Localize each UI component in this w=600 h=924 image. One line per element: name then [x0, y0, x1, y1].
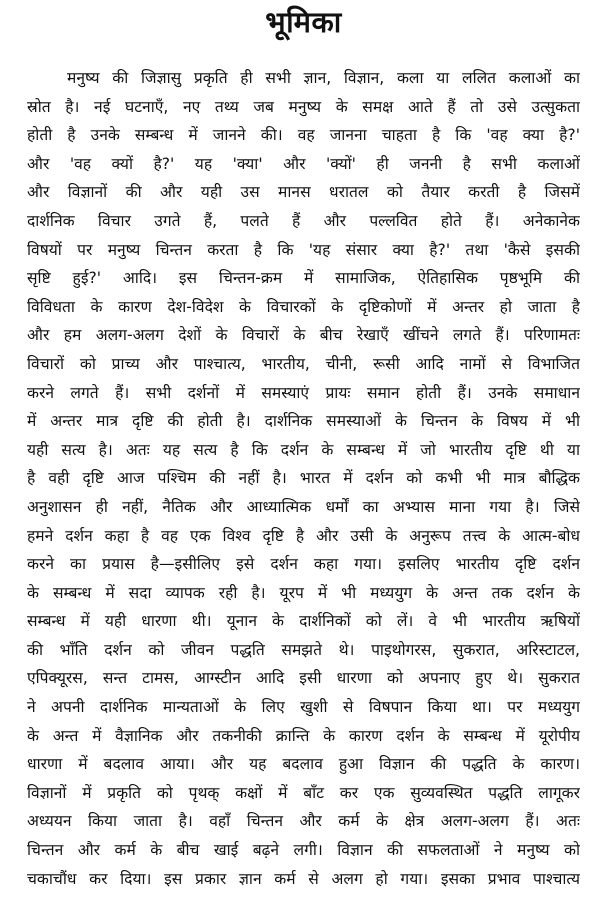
text-line: में अन्तर मात्र दृष्टि की होती है। दार्शनिक समस्याओं के चिन्तन के विषय में भी — [27, 412, 580, 431]
text-line: और विज्ञानों की और यही उस मानस धरातल को तैयार करती है जिसमें — [27, 183, 580, 202]
text-line: विज्ञानों में प्रकृति को पृथक् कक्षों में बाँट कर एक सुव्यवस्थित पद्धति लागूकर — [27, 783, 580, 802]
text-line: विषयों पर मनुष्य चिन्तन करता है कि 'यह संसार क्या है?' तथा 'कैसे इसकी — [27, 240, 580, 259]
page-title: भूमिका — [265, 5, 342, 39]
text-line: और 'वह क्यों है?' यह 'क्या' और 'क्यों' ही जननी है सभी कलाओं — [27, 154, 580, 173]
text-line: है वही दृष्टि आज पश्चिम की नहीं है। भारत में दर्शन को कभी भी मात्र बौद्धिक — [27, 469, 580, 488]
text-line: चकाचौंध कर दिया। इस प्रकार ज्ञान कर्म से अलग हो गया। इसका प्रभाव पाश्चात्य — [27, 869, 580, 888]
text-line: ने अपनी दार्शनिक मान्यताओं के लिए खुशी से विषपान किया था। पर मध्ययुग — [27, 698, 580, 717]
text-line: स्रोत है। नई घटनाएँ, नए तथ्य जब मनुष्य के समक्ष आते हैं तो उसे उत्सुकता — [27, 97, 580, 116]
text-line: सृष्टि हुई?' आदि। इस चिन्तन-क्रम में सामाजिक, ऐतिहासिक पृष्ठभूमि की — [27, 269, 580, 288]
text-line: हमने दर्शन कहा है वह एक विश्व दृष्टि है और उसी के अनुरूप तत्त्व के आत्म-बोध — [27, 526, 580, 545]
text-line: अनुशासन ही नहीं, नैतिक और आध्यात्मिक धर्मों का अभ्यास माना गया है। जिसे — [27, 497, 580, 516]
text-line: करने लगते हैं। सभी दर्शनों में समस्याएं प्रायः समान होती हैं। उनके समाधान — [27, 383, 580, 402]
text-line: विविधता के कारण देश-विदेश के विचारकों के दृष्टिकोणों में अन्तर हो जाता है — [27, 297, 580, 316]
text-line: के अन्त में वैज्ञानिक और तकनीकी क्रान्ति के कारण दर्शन के सम्बन्ध में यूरोपीय — [27, 726, 580, 745]
text-line: करने का प्रयास है—इसीलिए इसे दर्शन कहा गया। इसलिए भारतीय दृष्टि दर्शन — [27, 555, 580, 574]
text-line: दार्शनिक विचार उगते हैं, पलते हैं और पल्लवित होते हैं। अनेकानेक — [27, 211, 580, 230]
text-line: होती है उनके सम्बन्ध में जानने की। वह जानना चाहता है कि 'वह क्या है?' — [27, 126, 580, 145]
text-line: एपिक्यूरस, सन्त टामस, आग्स्टीन आदि इसी धारणा को अपनाए हुए थे। सुकरात — [27, 669, 580, 688]
text-line: मनुष्य की जिज्ञासु प्रकृति ही सभी ज्ञान, विज्ञान, कला या ललित कलाओं का — [67, 69, 580, 87]
text-line: अध्ययन किया जाता है। वहाँ चिन्तन और कर्म के क्षेत्र अलग-अलग हैं। अतः — [27, 812, 580, 831]
text-line: यही सत्य है। अतः यह सत्य है कि दर्शन के सम्बन्ध में जो भारतीय दृष्टि थी या — [27, 440, 580, 459]
body-paragraph — [27, 64, 580, 893]
text-line: चिन्तन और कर्म के बीच खाई बढ़ने लगी। विज्ञान की सफलताओं ने मनुष्य को — [27, 841, 580, 860]
text-line: और हम अलग-अलग देशों के विचारों के बीच रेखाएँ खींचने लगते हैं। परिणामतः — [27, 326, 580, 345]
text-line: धारणा में बदलाव आया। और यह बदलाव हुआ विज्ञान की पद्धति के कारण। — [27, 755, 580, 774]
text-line: सम्बन्ध में यही धारणा थी। यूनान के दार्शनिकों को लें। वे भी भारतीय ऋषियों — [27, 612, 580, 631]
text-line: के सम्बन्ध में सदा व्यापक रही है। यूरप में भी मध्ययुग के अन्त तक दर्शन के — [27, 583, 580, 602]
text-line: विचारों को प्राच्य और पाश्चात्य, भारतीय, चीनी, रूसी आदि नामों से विभाजित — [27, 354, 580, 373]
text-line: की भाँति दर्शन को जीवन पद्धति समझते थे। पाइथोगरस, सुकरात, अरिस्टाटल, — [27, 640, 580, 659]
